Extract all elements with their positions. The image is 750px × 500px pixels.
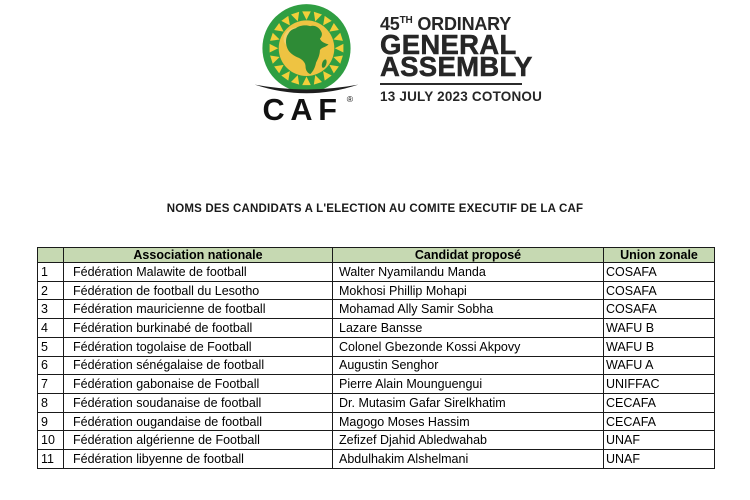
association-cell: Fédération sénégalaise de football [64, 356, 333, 375]
association-cell: Fédération burkinabé de football [64, 319, 333, 338]
table-row [38, 319, 715, 338]
association-cell: Fédération algérienne de Football [64, 431, 333, 450]
candidate-cell: Walter Nyamilandu Manda [333, 263, 604, 282]
candidate-cell: Magogo Moses Hassim [333, 412, 604, 431]
edition-number: 45 [380, 14, 400, 34]
table-row [38, 356, 715, 375]
zone-cell: WAFU B [604, 319, 715, 338]
table-row [38, 300, 715, 319]
row-number-cell: 7 [38, 375, 64, 394]
table-header-cell: Association nationale [64, 248, 333, 263]
candidate-cell: Pierre Alain Mounguengui [333, 375, 604, 394]
registered-mark: ® [346, 93, 354, 104]
table-row [38, 412, 715, 431]
association-cell: Fédération togolaise de Football [64, 337, 333, 356]
table-row [38, 394, 715, 413]
zone-cell: COSAFA [604, 263, 715, 282]
association-cell: Fédération gabonaise de Football [64, 375, 333, 394]
row-number-cell: 9 [38, 412, 64, 431]
candidate-cell: Dr. Mutasim Gafar Sirelkhatim [333, 394, 604, 413]
zone-cell: UNAF [604, 431, 715, 450]
table-header-cell [38, 248, 64, 263]
table-row [38, 375, 715, 394]
association-cell: Fédération mauricienne de football [64, 300, 333, 319]
table-header-cell: Candidat proposé [333, 248, 604, 263]
table-header-cell: Union zonale [604, 248, 715, 263]
row-number-cell: 6 [38, 356, 64, 375]
table-body [38, 263, 715, 469]
page-title: NOMS DES CANDIDATS A L'ELECTION AU COMITE EXECUTIF DE LA CAF [166, 203, 584, 215]
candidate-cell: Augustin Senghor [333, 356, 604, 375]
zone-cell: WAFU A [604, 356, 715, 375]
caf-logo-graphic [249, 2, 364, 128]
event-divider [380, 83, 522, 85]
candidate-cell: Lazare Bansse [333, 319, 604, 338]
zone-cell: COSAFA [604, 300, 715, 319]
table-row [38, 431, 715, 450]
zone-cell: UNAF [604, 450, 715, 469]
association-cell: Fédération ougandaise de football [64, 412, 333, 431]
zone-cell: COSAFA [604, 281, 715, 300]
candidate-cell: Colonel Gbezonde Kossi Akpovy [333, 337, 604, 356]
caf-wordmark: CAF [262, 93, 343, 128]
row-number-cell: 10 [38, 431, 64, 450]
row-number-cell: 4 [38, 319, 64, 338]
candidate-cell: Abdulhakim Alshelmani [333, 450, 604, 469]
zone-cell: UNIFFAC [604, 375, 715, 394]
zone-cell: CECAFA [604, 412, 715, 431]
row-number-cell: 8 [38, 394, 64, 413]
candidate-cell: Mohamad Ally Samir Sobha [333, 300, 604, 319]
zone-cell: CECAFA [604, 394, 715, 413]
table-row [38, 263, 715, 282]
edition-rest: ORDINARY [412, 14, 512, 34]
zone-cell: WAFU B [604, 337, 715, 356]
caf-logo [249, 2, 364, 133]
row-number-cell: 2 [38, 281, 64, 300]
association-cell: Fédération soudanaise de football [64, 394, 333, 413]
association-cell: Fédération Malawite de football [64, 263, 333, 282]
event-date-location: 13 JULY 2023 COTONOU [380, 89, 543, 104]
row-number-cell: 1 [38, 263, 64, 282]
table-header-row [38, 248, 715, 263]
association-cell: Fédération libyenne de football [64, 450, 333, 469]
event-title-line1: GENERAL [380, 29, 517, 60]
table-row [38, 450, 715, 469]
row-number-cell: 5 [38, 337, 64, 356]
row-number-cell: 11 [38, 450, 64, 469]
event-title-line2: ASSEMBLY [380, 51, 533, 82]
candidate-cell: Zefizef Djahid Abledwahab [333, 431, 604, 450]
candidate-cell: Mokhosi Phillip Mohapi [333, 281, 604, 300]
row-number-cell: 3 [38, 300, 64, 319]
table-row [38, 281, 715, 300]
association-cell: Fédération de football du Lesotho [64, 281, 333, 300]
event-title-block [380, 11, 543, 104]
table-row [38, 337, 715, 356]
edition-ordinal-suffix: TH [399, 15, 413, 26]
candidates-table [37, 247, 715, 469]
